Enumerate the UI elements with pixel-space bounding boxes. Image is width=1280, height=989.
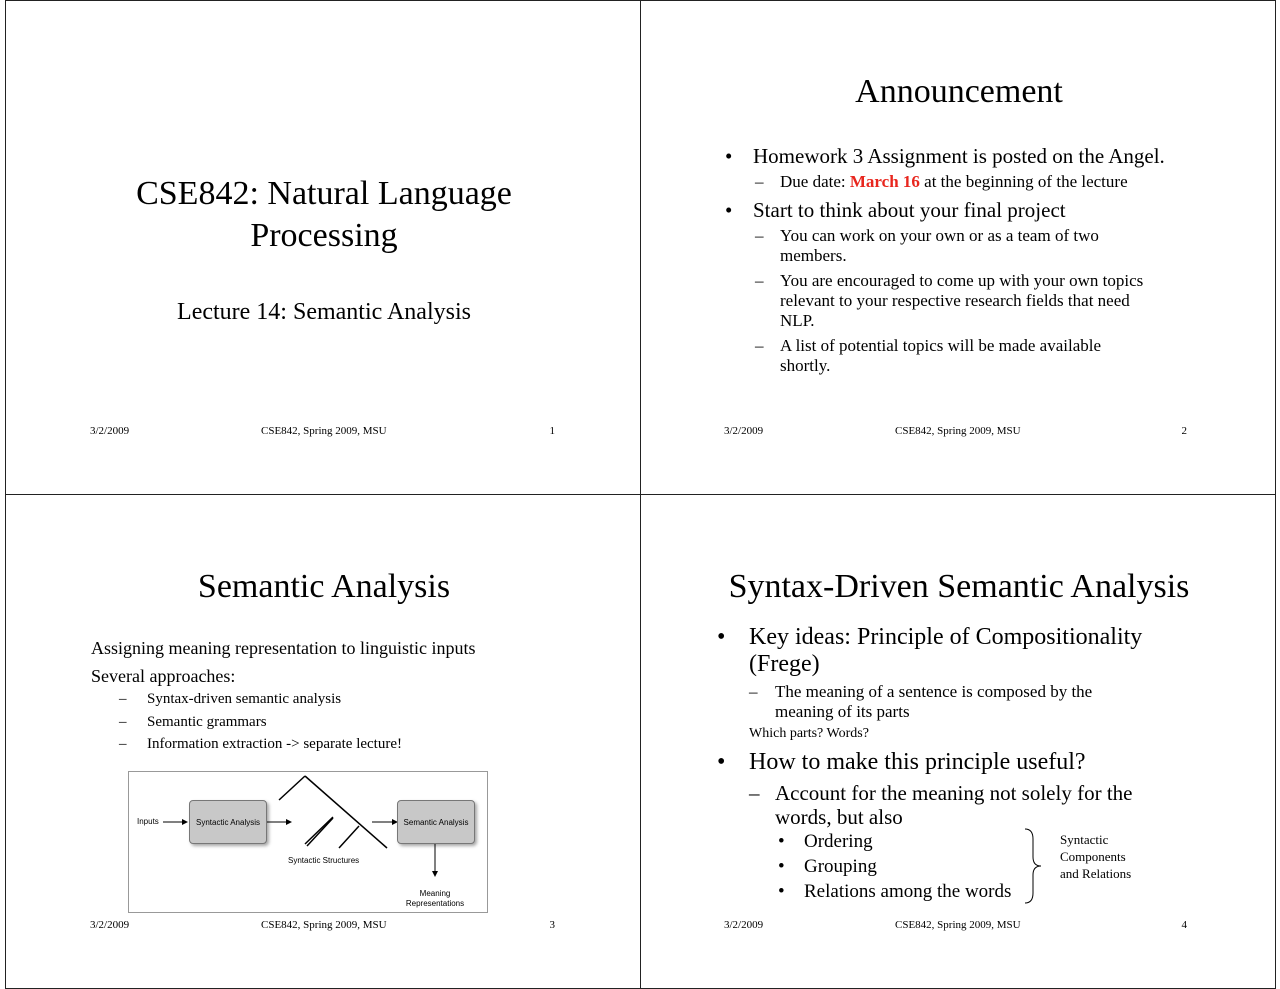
tree-edge [305,776,387,848]
title-line-2: Processing [250,217,398,254]
sub-line: members. [780,246,847,265]
meaning-line: Representations [405,899,465,908]
sub-line: meaning of its parts [775,702,910,721]
footer-page-number: 2 [1181,425,1187,437]
due-date-highlight: March 16 [849,172,920,191]
sub-line: The meaning of a sentence is composed by the [775,682,1093,701]
bullet-marker: • [778,831,785,852]
bullet-marker: • [717,749,726,775]
due-prefix: Due date: [780,172,850,191]
slide-4 [640,494,1276,989]
line-approaches: Several approaches: [91,666,236,686]
dash-marker: – [755,271,764,290]
syntactic-structures-label: Syntactic Structures [288,856,360,865]
dash-marker: – [119,736,127,752]
slide-1-subtitle: Lecture 14: Semantic Analysis [177,299,471,325]
slide-1 [5,0,641,495]
footer-course: CSE842, Spring 2009, MSU [895,425,1021,437]
slide-3-title: Semantic Analysis [197,568,451,605]
slide-4-title: Syntax-Driven Semantic Analysis [728,568,1190,605]
pipeline-diagram [128,771,488,913]
item-grouping: Grouping [804,856,877,877]
diagram-inputs-label: Inputs [137,817,159,826]
bullet-marker: • [778,881,785,902]
slide-2 [640,0,1276,495]
meaning-representations-label [405,889,465,909]
sub-meaning-sentence [775,682,1092,722]
bullet-how-to: How to make this principle useful? [749,749,1086,775]
tree-edge [279,776,305,800]
bullet-key-ideas [749,624,1142,678]
sub-line: relevant to your respective research fields that need [780,291,1130,310]
title-line-1: CSE842: Natural Language [136,175,512,212]
brace-label-line: Syntactic [1060,832,1109,847]
dash-marker: – [749,682,758,701]
footer-page-number: 1 [549,425,555,437]
footer-course: CSE842, Spring 2009, MSU [261,425,387,437]
dash-marker: – [119,691,127,707]
sub-account [775,781,1132,829]
approach-item: Syntax-driven semantic analysis [147,691,342,707]
syntactic-analysis-box: Syntactic Analysis [189,800,267,844]
footer-course: CSE842, Spring 2009, MSU [895,919,1021,931]
dash-marker: – [755,336,764,355]
sub-due-date [780,172,1128,192]
footer-date: 3/2/2009 [724,425,764,437]
dash-marker: – [749,781,760,805]
sub-line: Account for the meaning not solely for the [775,781,1133,805]
note-which-parts: Which parts? Words? [749,726,869,741]
bullet-marker: • [725,198,733,222]
curly-brace-icon [1021,827,1045,905]
dash-marker: – [119,714,127,730]
dash-marker: – [755,172,764,191]
bullet-homework: Homework 3 Assignment is posted on the Angel. [753,144,1165,168]
footer-date: 3/2/2009 [724,919,764,931]
due-suffix: at the beginning of the lecture [919,172,1128,191]
footer-page-number: 4 [1181,919,1187,931]
sub-line: You are encouraged to come up with your own topics [780,271,1144,290]
brace-label-line: and Relations [1060,866,1132,881]
item-ordering: Ordering [804,831,873,852]
sub-line: shortly. [780,356,831,375]
line-assigning: Assigning meaning representation to linguistic inputs [91,638,476,658]
bullet-line: (Frege) [749,651,820,677]
bullet-marker: • [778,856,785,877]
bullet-line: Key ideas: Principle of Compositionality [749,624,1143,650]
sub-line: You can work on your own or as a team of two [780,226,1099,245]
approach-item: Information extraction -> separate lecture! [147,736,402,752]
sub-topics [780,271,1143,331]
footer-page-number: 3 [549,919,555,931]
slide-1-title [6,173,641,257]
brace-label-line: Components [1060,849,1126,864]
sub-line: NLP. [780,311,815,330]
bullet-final-project: Start to think about your final project [753,198,1066,222]
meaning-line: Meaning [419,889,451,898]
footer-date: 3/2/2009 [90,919,130,931]
dash-marker: – [755,226,764,245]
slide-2-title: Announcement [855,73,1063,110]
sub-line: words, but also [775,805,903,829]
sub-list [780,336,1101,376]
footer-course: CSE842, Spring 2009, MSU [261,919,387,931]
footer-date: 3/2/2009 [90,425,130,437]
brace-label [1060,831,1131,882]
bullet-marker: • [717,624,726,650]
sub-team [780,226,1099,266]
slide-3 [5,494,641,989]
tree-edge [339,826,359,848]
semantic-analysis-box: Semantic Analysis [397,800,475,844]
item-relations: Relations among the words [804,881,1012,902]
approach-item: Semantic grammars [147,714,267,730]
bullet-marker: • [725,144,733,168]
sub-line: A list of potential topics will be made available [780,336,1102,355]
